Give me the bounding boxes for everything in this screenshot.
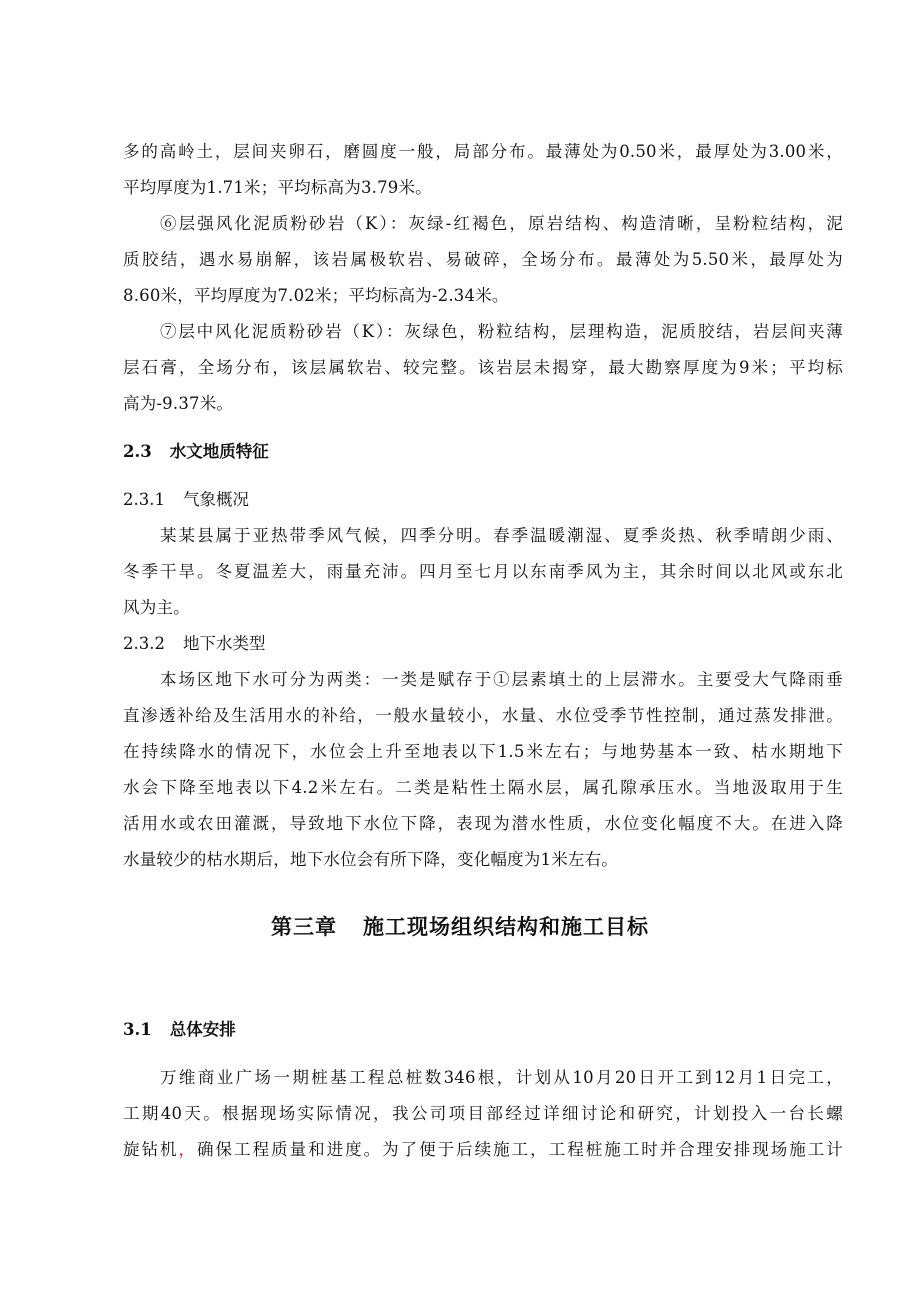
- para-line-mixed: [123, 1139, 843, 1161]
- section-heading-3-1: [123, 1019, 236, 1041]
- para-line: 本场区地下水可分为两类：一类是赋存于①层素填土的上层滞水。主要受大气降雨垂: [160, 670, 843, 689]
- chapter-title: [0, 913, 920, 941]
- para-line: ⑦层中风化泥质粉砂岩（K）：灰绿色，粉粒结构，层理构造，泥质胶结，岩层间夹薄: [160, 322, 843, 341]
- para-line: 活用水或农田灌溉，导致地下水位下降，表现为潜水性质，水位变化幅度不大。在进入降: [123, 814, 843, 833]
- section-number: 3.1: [123, 1020, 152, 1039]
- para-line: 冬季干旱。冬夏温差大，雨量充沛。四月至七月以东南季风为主，其余时间以北风或东北: [123, 562, 843, 581]
- para-line: 质胶结，遇水易崩解，该岩属极软岩、易破碎，全场分布。最薄处为5.50米，最厚处为: [123, 250, 843, 269]
- chapter-name: 施工现场组织结构和施工目标: [363, 914, 649, 939]
- para-line: 水会下降至地表以下4.2米左右。二类是粘性土隔水层，属孔隙承压水。当地汲取用于生: [123, 778, 843, 797]
- para-line: 某某县属于亚热带季风气候，四季分明。春季温暖潮湿、夏季炎热、秋季晴朗少雨、: [160, 526, 843, 545]
- para-line: 水量较少的枯水期后，地下水位会有所下降，变化幅度为1米左右。: [123, 850, 618, 869]
- section-heading-2-3-2: [123, 633, 265, 655]
- highlighted-comma: ，: [178, 1140, 198, 1159]
- para-line: 高为-9.37米。: [123, 394, 234, 413]
- section-number: 2.3.2: [123, 634, 165, 653]
- section-title: 气象概况: [182, 490, 249, 509]
- para-line: 在持续降水的情况下，水位会上升至地表以下1.5米左右；与地势基本一致、枯水期地下: [123, 742, 843, 761]
- para-line: ⑥层强风化泥质粉砂岩（K）：灰绿-红褐色，原岩结构、构造清晰，呈粉粒结构，泥: [160, 214, 843, 233]
- para-line: 层石膏，全场分布，该层属软岩、较完整。该岩层未揭穿，最大勘察厚度为9米；平均标: [123, 358, 843, 377]
- para-line: 8.60米，平均厚度为7.02米；平均标高为-2.34米。: [123, 286, 509, 305]
- section-title: 地下水类型: [182, 634, 266, 653]
- para-line: 万维商业广场一期桩基工程总桩数346根，计划从10月20日开工到12月1日完工，: [160, 1068, 843, 1087]
- section-title: 总体安排: [169, 1020, 236, 1039]
- section-title: 水文地质特征: [169, 442, 269, 461]
- para-line: 工期40天。根据现场实际情况，我公司项目部经过详细讨论和研究，计划投入一台长螺: [123, 1104, 843, 1123]
- para-line: 风为主。: [123, 598, 190, 617]
- section-number: 2.3.1: [123, 490, 165, 509]
- section-number: 2.3: [123, 442, 152, 461]
- text-run: 旋钻机: [123, 1140, 179, 1159]
- chapter-number: 第三章: [271, 914, 337, 939]
- para-line: 平均厚度为1.71米；平均标高为3.79米。: [123, 178, 432, 197]
- para-line: 多的高岭土，层间夹卵石，磨圆度一般，局部分布。最薄处为0.50米，最厚处为3.00米，: [123, 142, 843, 161]
- para-line: 直渗透补给及生活用水的补给，一般水量较小，水量、水位受季节性控制，通过蒸发排泄。: [123, 706, 843, 725]
- text-run: 确保工程质量和进度。为了便于后续施工，工程桩施工时并合理安排现场施工计: [197, 1140, 844, 1159]
- section-heading-2-3: [123, 441, 269, 463]
- section-heading-2-3-1: [123, 489, 249, 511]
